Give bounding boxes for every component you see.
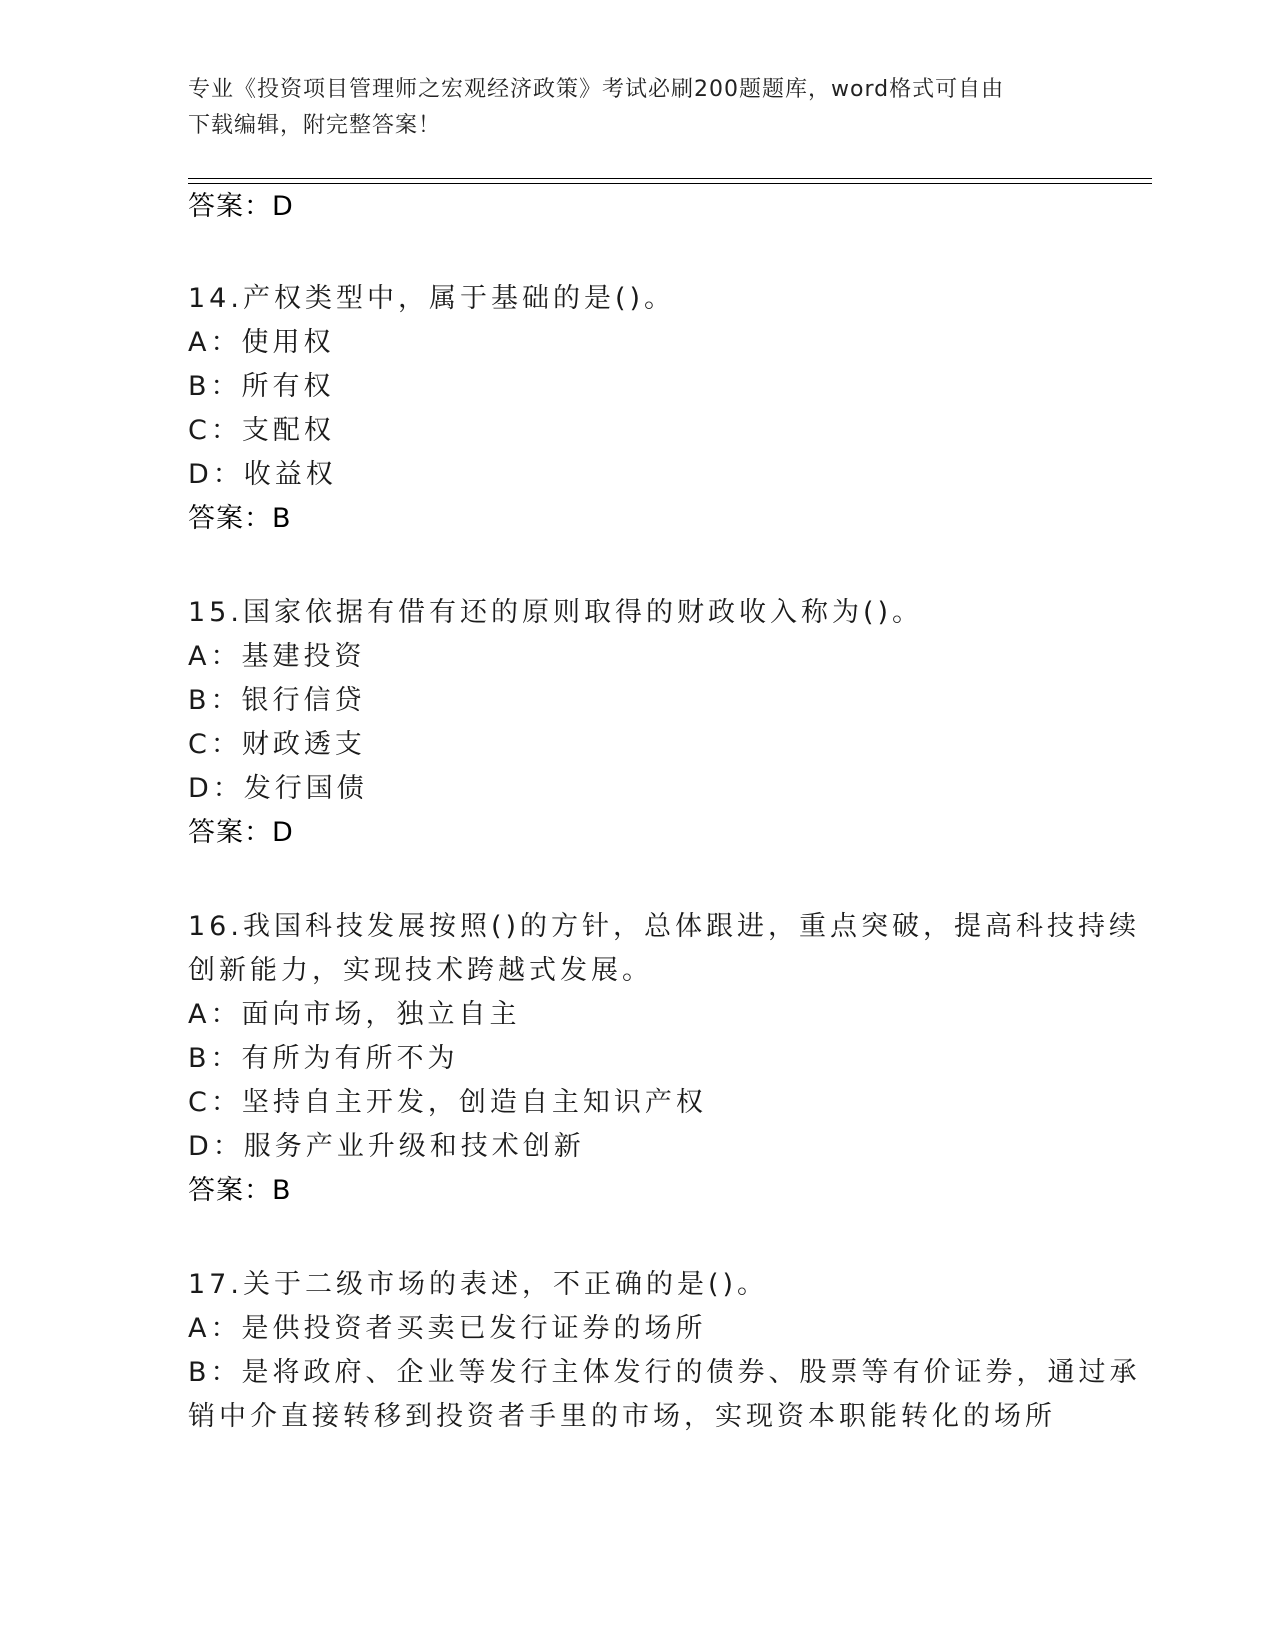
document-header (188, 72, 1088, 144)
header-line-1: 专业《投资项目管理师之宏观经济政策》考试必刷200题题库，word格式可自由 (188, 77, 1005, 102)
question-14: 14.产权类型中，属于基础的是()。 (188, 283, 676, 314)
question-14-option-c: C：支配权 (188, 415, 335, 446)
question-14-option-a: A：使用权 (188, 327, 335, 358)
question-16-option-c: C：坚持自主开发，创造自主知识产权 (188, 1087, 707, 1118)
question-15-option-a: A：基建投资 (188, 641, 366, 672)
header-line-2: 下载编辑，附完整答案！ (188, 113, 442, 138)
question-15-option-b: B：银行信贷 (188, 685, 366, 716)
question-15: 15.国家依据有借有还的原则取得的财政收入称为()。 (188, 597, 924, 628)
question-17-option-b-line-2: 销中介直接转移到投资者手里的市场，实现资本职能转化的场所 (188, 1401, 1056, 1432)
question-14-option-b: B：所有权 (188, 371, 335, 402)
question-14-answer: 答案：B (188, 503, 292, 534)
question-15-option-c: C：财政透支 (188, 729, 366, 760)
header-divider-bottom (188, 183, 1152, 184)
question-15-option-d: D：发行国债 (188, 773, 368, 804)
question-17: 17.关于二级市场的表述，不正确的是()。 (188, 1269, 769, 1300)
question-17-option-a: A：是供投资者买卖已发行证券的场所 (188, 1313, 707, 1344)
question-16-line-2: 创新能力，实现技术跨越式发展。 (188, 955, 653, 986)
question-16-answer: 答案：B (188, 1175, 292, 1206)
question-16-option-b: B：有所为有所不为 (188, 1043, 459, 1074)
question-17-option-b-line-1: B：是将政府、企业等发行主体发行的债券、股票等有价证券，通过承 (188, 1357, 1141, 1388)
question-15-answer: 答案：D (188, 817, 294, 848)
question-16-option-d: D：服务产业升级和技术创新 (188, 1131, 585, 1162)
header-divider-top (188, 178, 1152, 179)
question-16-line-1: 16.我国科技发展按照()的方针，总体跟进，重点突破，提高科技持续 (188, 911, 1141, 942)
question-14-option-d: D：收益权 (188, 459, 337, 490)
previous-answer: 答案：D (188, 191, 294, 222)
question-16-option-a: A：面向市场，独立自主 (188, 999, 521, 1030)
